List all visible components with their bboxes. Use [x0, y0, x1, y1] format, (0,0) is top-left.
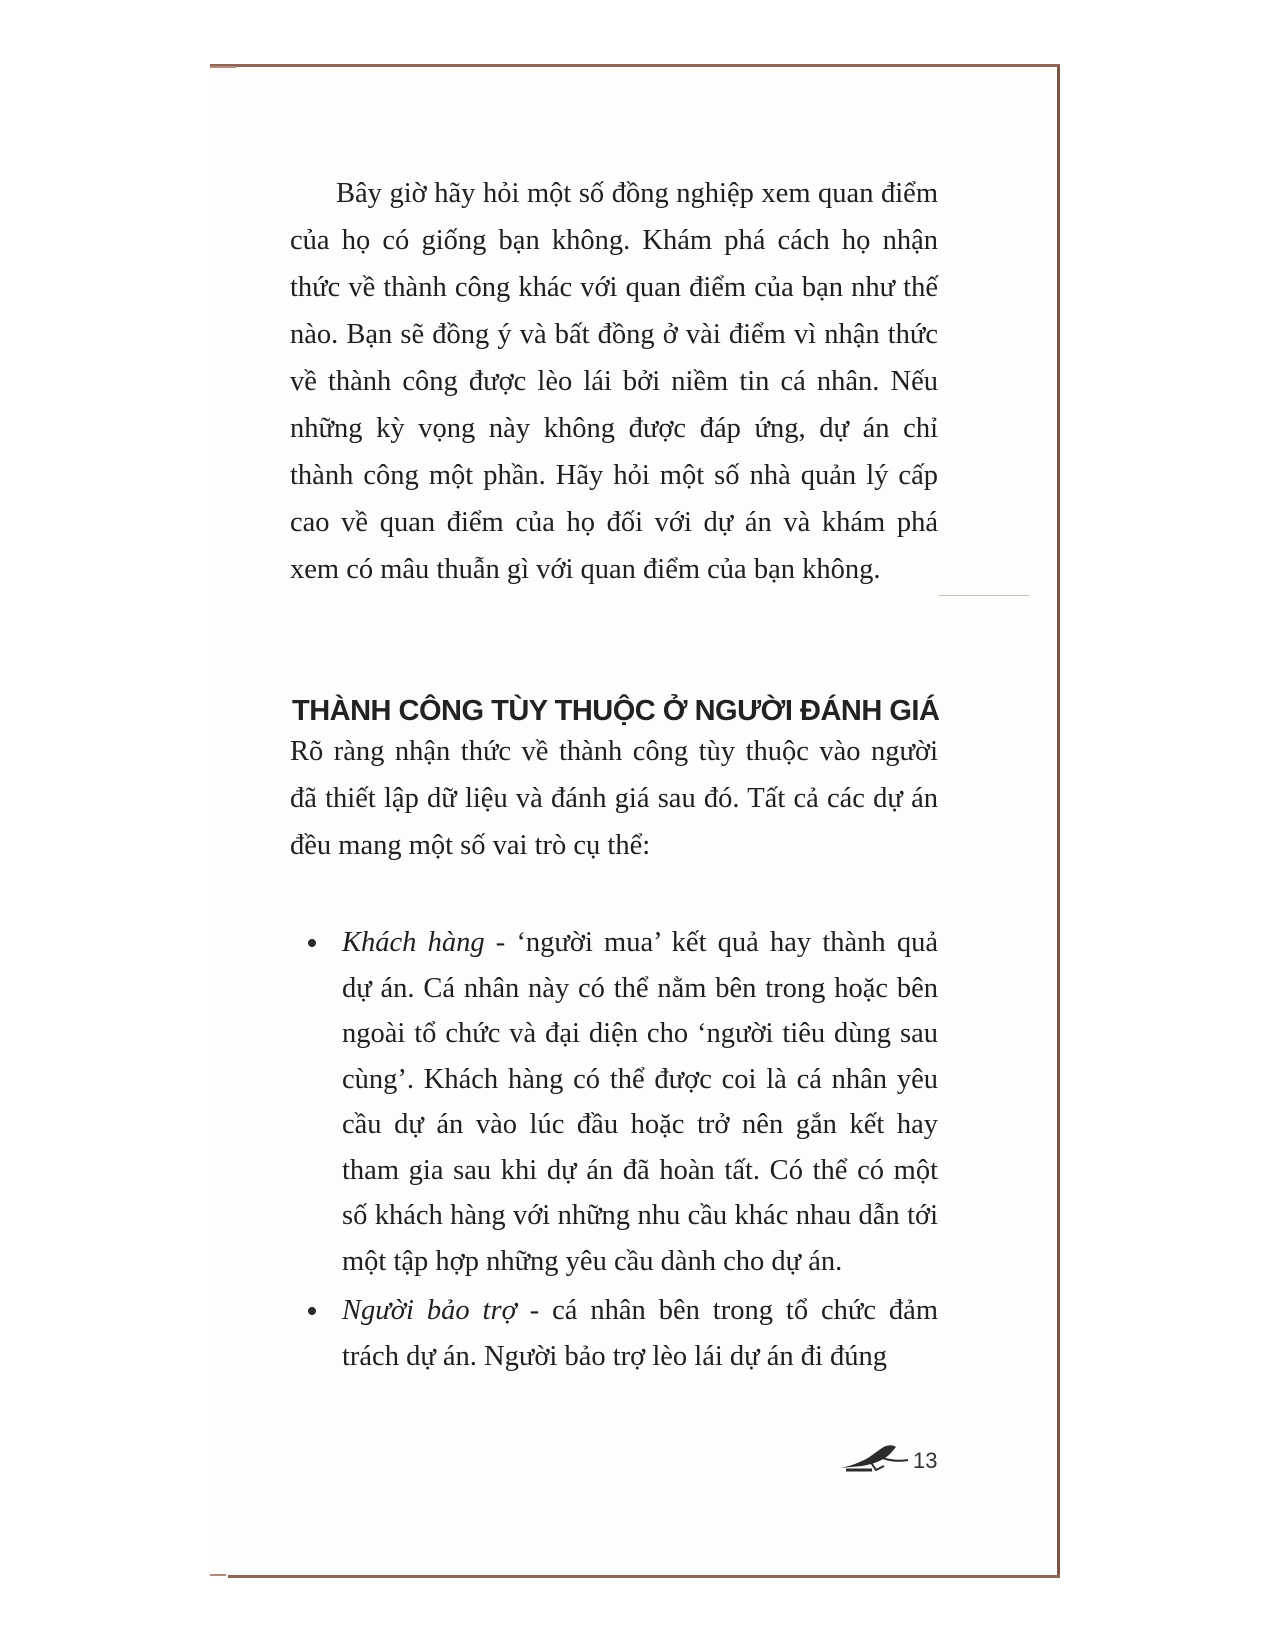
list-item [292, 1288, 938, 1379]
page-bottom-edge [228, 1575, 1060, 1578]
list-item-term: Khách hàng [342, 927, 485, 958]
page-top-edge [210, 64, 1060, 67]
list-item-term: Người bảo trợ [342, 1295, 517, 1326]
bleed-through-line [938, 595, 1030, 596]
bullet-icon [308, 939, 316, 947]
pen-nib-ornament-icon [838, 1436, 914, 1476]
page-corner-mark [210, 1574, 226, 1576]
role-list [292, 920, 938, 1379]
intro-paragraph [290, 170, 938, 593]
lead-paragraph: Rõ ràng nhận thức về thành công tùy thuộc vào người đã thiết lập dữ liệu và đánh giá sau đó. Tất cả các dự án đều mang một số vai trò cụ thể: [290, 736, 938, 861]
section-heading: THÀNH CÔNG TÙY THUỘC Ở NGƯỜI ĐÁNH GIÁ [292, 695, 940, 727]
intro-text: Bây giờ hãy hỏi một số đồng nghiệp xem quan điểm của họ có giống bạn không. Khám phá cách họ nhận thức về thành công khác với quan điểm của bạn như thế nào. Bạn sẽ đồng ý và bất đồng ở vài điểm vì nhận thức về thành công được lèo lái bởi niềm tin cá nhân. Nếu những kỳ vọng này không được đáp ứng, dự án chỉ thành công một phần. Hãy hỏi một số nhà quản lý cấp cao về quan điểm của họ đối với dự án và khám phá xem có mâu thuẫn gì với quan điểm của bạn không. [290, 178, 938, 585]
page-number: 13 [913, 1448, 938, 1473]
list-item-text: - ‘người mua’ kết quả hay thành quả dự án. Cá nhân này có thể nằm bên trong hoặc bên ngoài tổ chức và đại diện cho ‘người tiêu dùng sau cùng’. Khách hàng có thể được coi là cá nhân yêu cầu dự án vào lúc đầu hoặc trở nên gắn kết hay tham gia sau khi dự án đã hoàn tất. Có thể có một số khách hàng với những nhu cầu khác nhau dẫn tới một tập hợp những yêu cầu dành cho dự án. [342, 927, 938, 1277]
intro-block [290, 170, 938, 593]
list-item-text: - cá nhân bên trong tổ chức đảm trách dự án. Người bảo trợ lèo lái dự án đi đúng [342, 1295, 938, 1372]
page-corner-mark [210, 66, 236, 68]
lead-block [290, 728, 938, 869]
list-item [292, 920, 938, 1284]
bullet-icon [308, 1307, 316, 1315]
